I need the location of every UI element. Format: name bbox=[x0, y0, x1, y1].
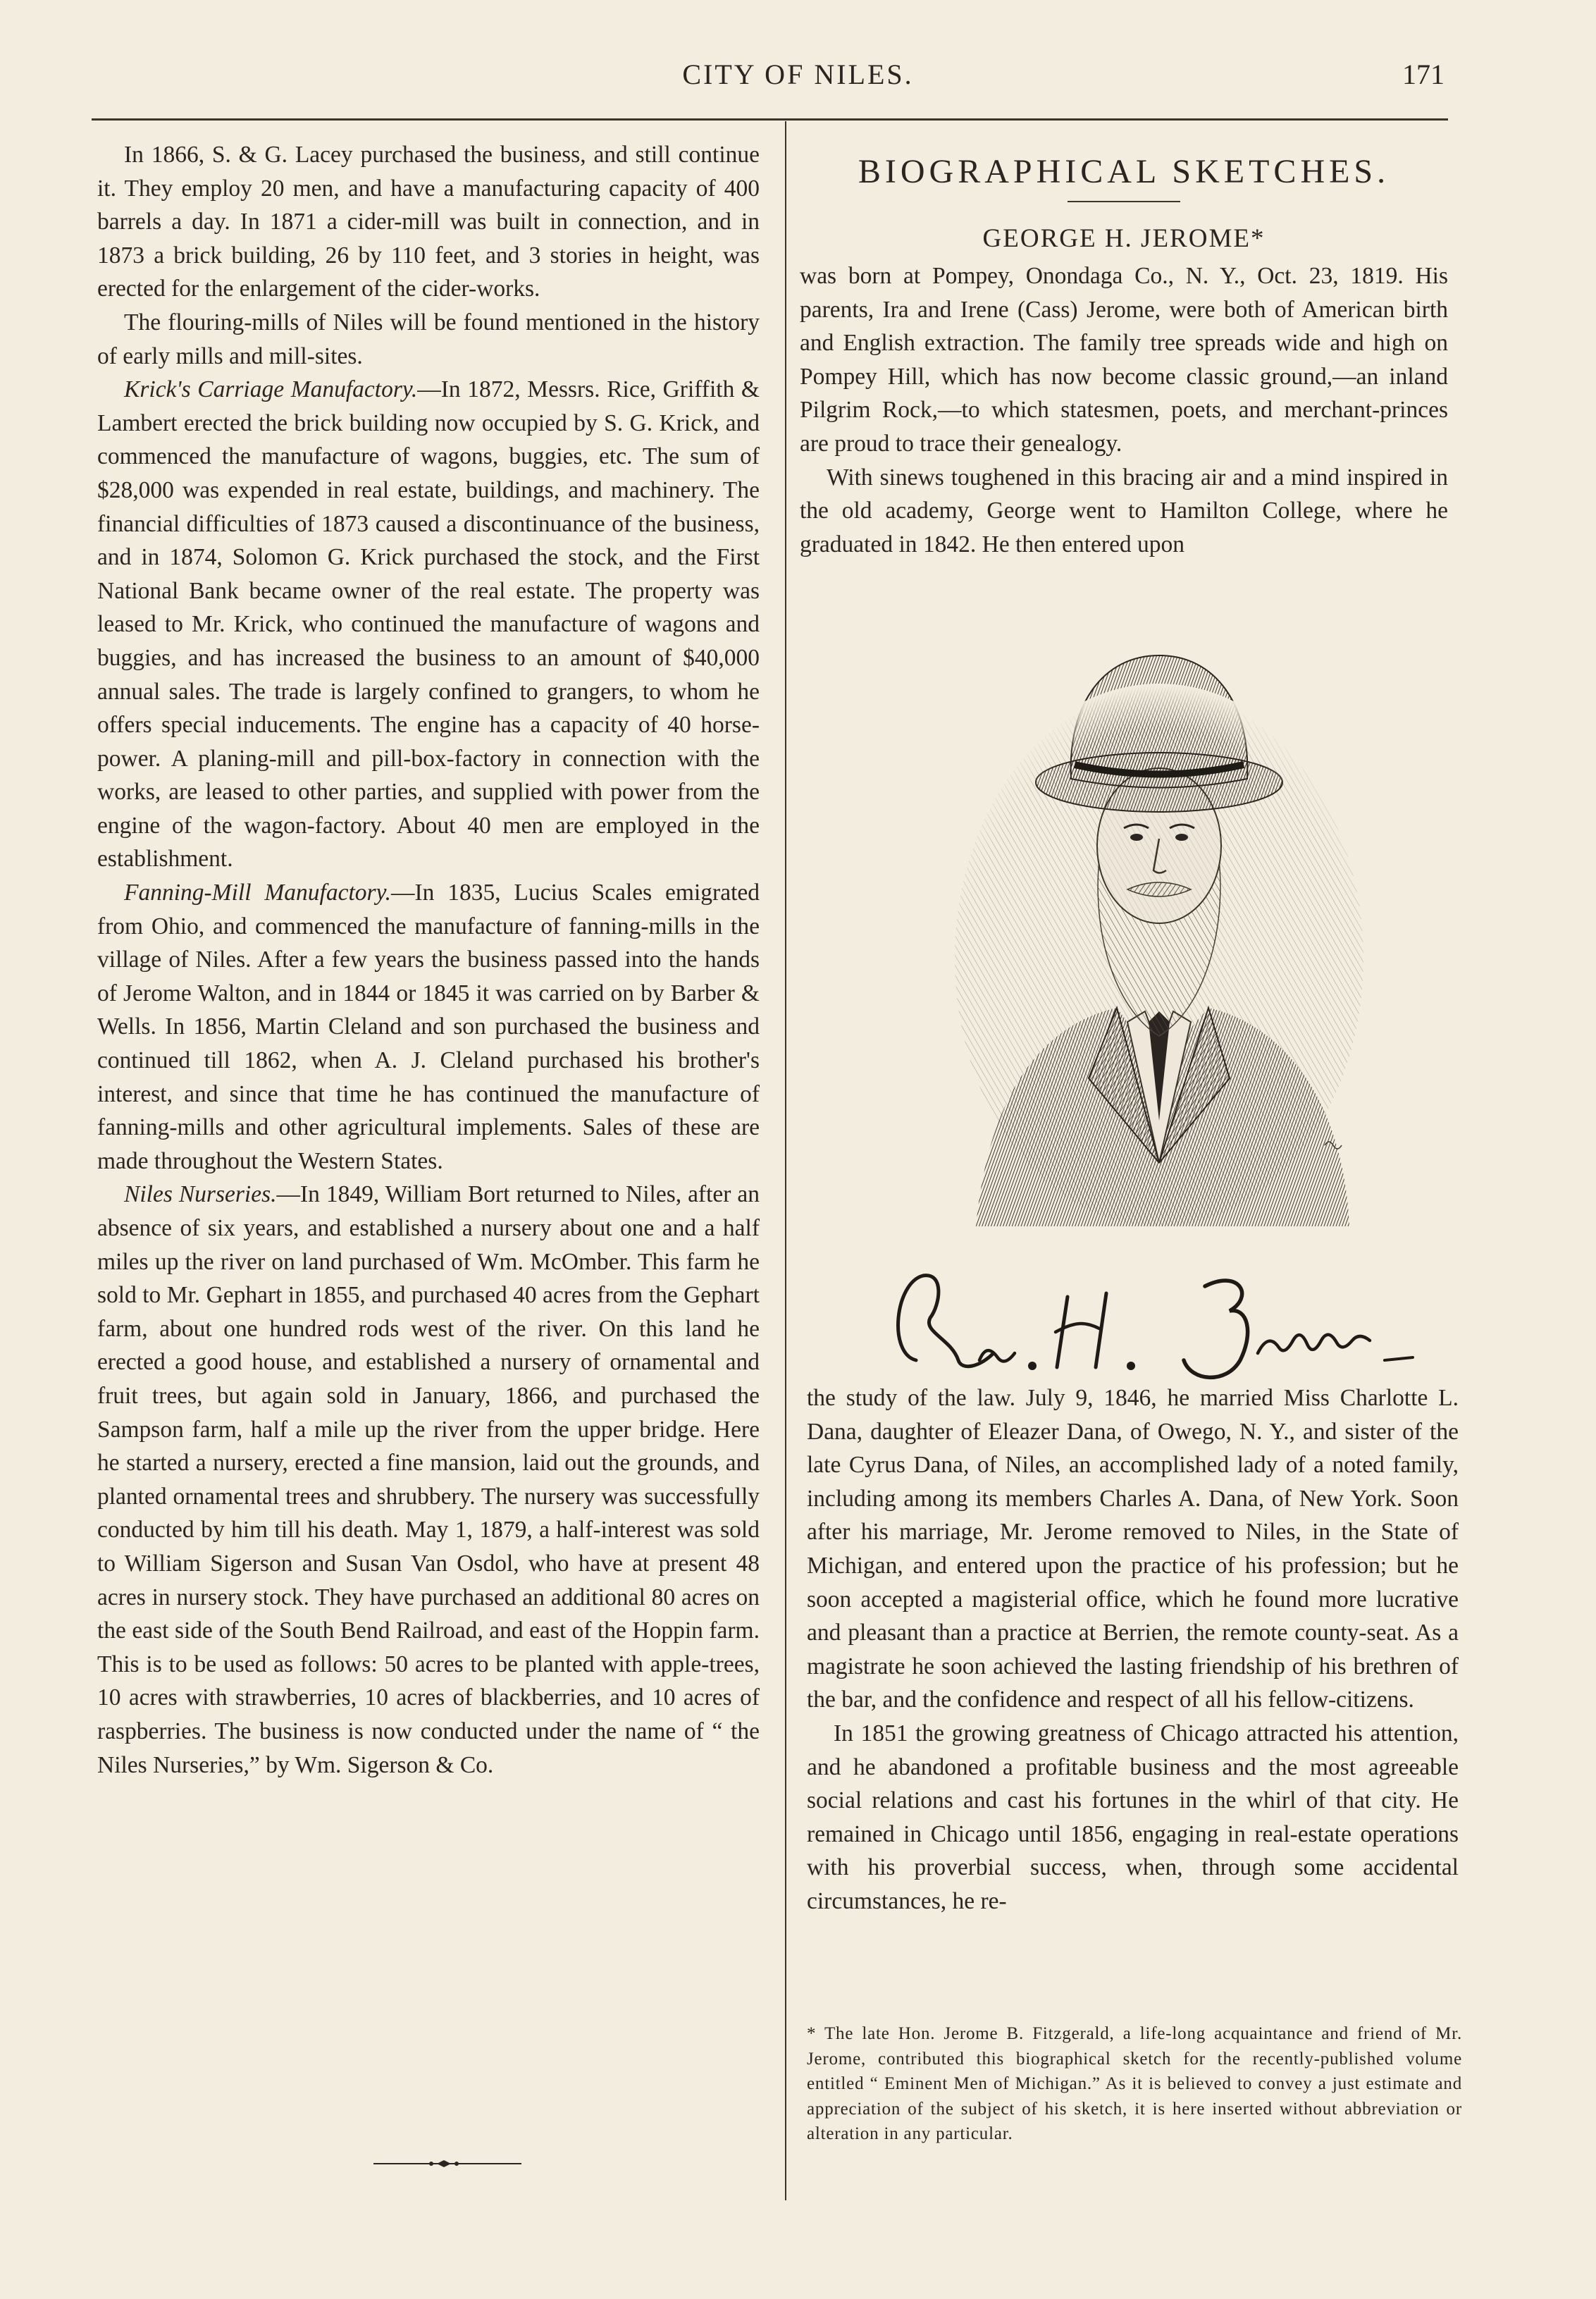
paragraph-fanning-mill bbox=[97, 876, 760, 1178]
running-head bbox=[0, 58, 1596, 107]
page-number: 171 bbox=[1402, 58, 1445, 90]
bio-paragraph-law: the study of the law. July 9, 1846, he married Miss Charlotte L. Dana, daughter of Eleazer Dana, of Owego, N. Y., and sister of the late Cyrus Dana, of Niles, an accomplished lady of a noted family, including among its members Charles A. Dana, of New York. Soon after his marriage, Mr. Jerome removed to Niles, in the State of Michigan, and entered upon the practice of his profession; but he soon accepted a magisterial office, which he found more lucrative and pleasant than a practice at Berrien, the remote county-seat. As a magistrate he soon achieved the lasting friendship of his brethren of the bar, and the confidence and respect of all his fellow-citizens. bbox=[807, 1385, 1459, 1713]
nurseries-heading: Niles Nurseries. bbox=[124, 1181, 277, 1208]
nurseries-body: —In 1849, William Bort returned to Niles, after an absence of six years, and established a nursery about one and a half miles up the river on land purchased of Wm. McOmber. This farm he sold to Mr. Gephart in 1855, and purchased 40 acres from the Gephart farm, about one hundred rods west of the river. On this land he erected a good house, and established a nursery of ornamental and fruit trees, but again sold in January, 1866, and purchased the Sampson farm, half a mile up the river from the upper bridge. Here he started a nursery, erected a fine mansion, laid out the grounds, and planted ornamental trees and shrubbery. The nursery was successfully conducted by him till his death. May 1, 1879, a half-interest was sold to William Sigerson and Susan Van Osdol, who have at present 48 acres in nursery stock. They have purchased an additional 80 acres on the east side of the South Bend Railroad, and east of the Hoppin farm. This is to be used as follows: 50 acres to be planted with apple-trees, 10 acres with strawberries, 10 acres of blackberries, and 10 acres of raspberries. The business is now conducted under the name of “ the Niles Nurseries,” by Wm. Sigerson & Co. bbox=[97, 1181, 760, 1778]
person-name: GEORGE H. JEROME* bbox=[982, 224, 1266, 253]
footnote: * The late Hon. Jerome B. Fitzgerald, a life-long acquaintance and friend of Mr. Jerome, contributed this biographical sketch for the recently-published volume entitled “ Eminent Men of Michigan.” As it is believed to convey a just estimate and appreciation of the subject of his sketch, it is here inserted without abbreviation or alteration in any particular. bbox=[807, 2024, 1462, 2143]
portrait-engraving bbox=[948, 627, 1371, 1226]
signature-image bbox=[874, 1255, 1416, 1388]
krick-body: —In 1872, Messrs. Rice, Griffith & Lambert erected the brick building now occupied by S. G. Krick, and commenced the manufacture of wagons, buggies, etc. The sum of $28,000 was expended in real estate, buildings, and machinery. The financial difficulties of 1873 caused a discontinuance of the business, and in 1874, Solomon G. Krick purchased the stock, and the First National Bank became owner of the real estate. The property was leased to Mr. Krick, who continued the manufacture of wagons and buggies, and has increased the business to an amount of $40,000 annual sales. The trade is largely confined to grangers, to whom he offers special inducements. The engine has a capacity of 40 horse-power. A planing-mill and pill-box-factory in connection with the works, are leased to other parties, and supplied with power from the engine of the wagon-factory. About 40 men are employed in the establishment. bbox=[97, 376, 760, 873]
right-column-top bbox=[800, 138, 1448, 561]
fanning-mill-body: —In 1835, Lucius Scales emigrated from Ohio, and commenced the manufacture of fanning-mills in the village of Niles. After a few years the business passed into the hands of Jerome Walton, and in 1844 or 1845 it was carried on by Barber & Wells. In 1856, Martin Cleland and son purchased the business and continued till 1862, when A. J. Cleland purchased his brother's interest, and since that time he has continued the manufacture of fanning-mills and other agricultural implements. Sales of these are made throughout the Western States. bbox=[97, 880, 760, 1174]
bio-paragraph-education: With sinews toughened in this bracing air and a mind inspired in the old academy, George went to Hamilton College, where he graduated in 1842. He then entered upon bbox=[800, 464, 1448, 557]
krick-heading: Krick's Carriage Manufactory. bbox=[124, 376, 418, 403]
header-rule bbox=[92, 118, 1448, 121]
fanning-mill-heading: Fanning-Mill Manufactory. bbox=[124, 880, 391, 906]
paragraph-krick bbox=[97, 373, 760, 876]
paragraph-lacey: In 1866, S. & G. Lacey purchased the business, and still continue it. They employ 20 men, and have a manufacturing capacity of 400 barrels a day. In 1871 a cider-mill was built in connection, and in 1873 a brick building, 26 by 110 feet, and 3 stories in height, was erected for the enlargement of the cider-works. bbox=[97, 142, 760, 302]
right-column-bottom bbox=[807, 1381, 1459, 1918]
column-divider bbox=[785, 121, 786, 2200]
section-rule bbox=[1068, 201, 1180, 202]
section-title: BIOGRAPHICAL SKETCHES. bbox=[858, 153, 1390, 190]
paragraph-flouring-mills: The flouring-mills of Niles will be found mentioned in the history of early mills and mill-sites. bbox=[97, 309, 760, 369]
running-title: CITY OF NILES. bbox=[682, 58, 914, 90]
left-column bbox=[97, 138, 760, 1782]
bio-paragraph-chicago: In 1851 the growing greatness of Chicago attracted his attention, and he abandoned a profitable business and the most agreeable social relations and cast his fortunes in the whirl of that city. He remained in Chicago until 1856, engaging in real-estate operations with his proverbial success, when, through some accidental circumstances, he re- bbox=[807, 1720, 1459, 1914]
end-ornament bbox=[373, 2157, 521, 2171]
paragraph-nurseries bbox=[97, 1178, 760, 1782]
bio-paragraph-birth: was born at Pompey, Onondaga Co., N. Y., Oct. 23, 1819. His parents, Ira and Irene (Cass) Jerome, were both of American birth and English extraction. The family tree spreads wide and high on Pompey Hill, which has now become classic ground,—an inland Pilgrim Rock,—to which statesmen, poets, and merchant-princes are proud to trace their genealogy. bbox=[800, 263, 1448, 457]
